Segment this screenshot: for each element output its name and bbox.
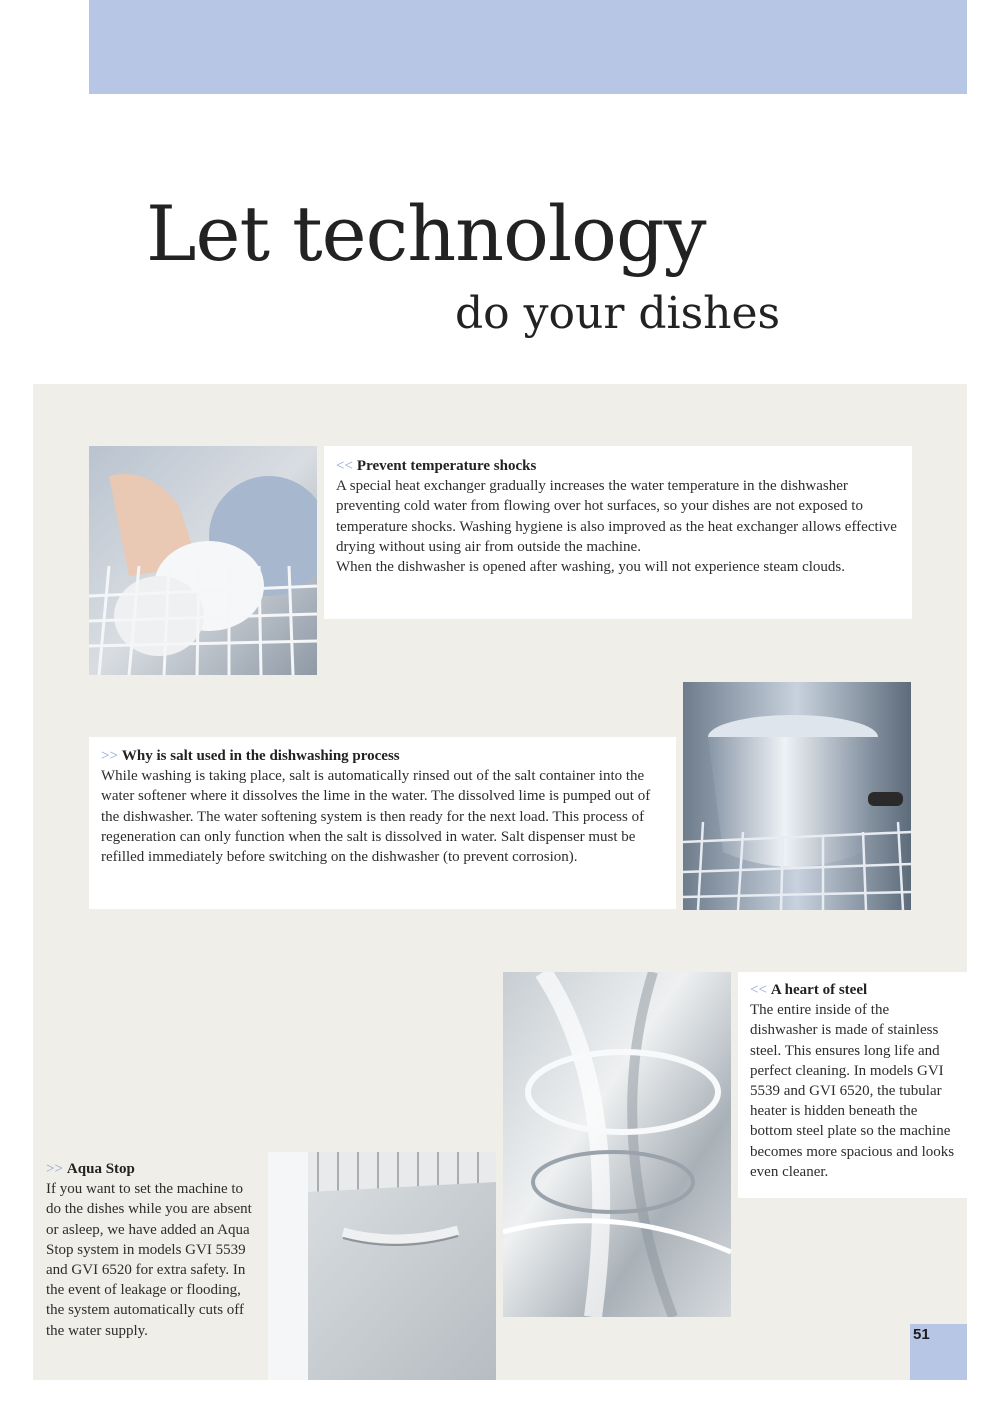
photo-steel-pot xyxy=(683,682,911,910)
section-paragraph: A special heat exchanger gradually increases the water temperature in the dishwasher preventing cold water from flowing over hot surfaces, so your dishes are not exposed to temperature shocks. Washing hygiene is also improved as the heat exchanger allows effective drying without using air from outside the machine. xyxy=(336,478,897,555)
header-color-band xyxy=(89,0,967,94)
section-paragraph: If you want to set the machine to do the dishes while you are absent or asleep, we have added an Aqua Stop system in models GVI 5539 and GVI 6520 for extra safety. In the event of leakage or flooding, the system automatically cuts off the water supply. xyxy=(46,1181,252,1339)
section-prevent-temperature-shocks xyxy=(324,446,912,619)
page-title: Let technology xyxy=(146,189,706,278)
photo-cups-in-rack xyxy=(89,446,317,675)
section-aqua-stop xyxy=(33,1152,260,1380)
section-heart-of-steel xyxy=(738,972,967,1198)
section-heading: << Prevent temperature shocks xyxy=(336,458,537,474)
right-arrows-icon: >> xyxy=(101,748,118,764)
left-arrows-icon: << xyxy=(750,982,767,998)
section-why-salt xyxy=(89,737,676,909)
left-arrows-icon: << xyxy=(336,458,353,474)
photo-glass-closeup xyxy=(503,972,731,1317)
photo-dishwasher-door xyxy=(268,1152,496,1380)
section-heading: >> Aqua Stop xyxy=(46,1161,135,1177)
page-number: 51 xyxy=(910,1324,967,1380)
section-heading: << A heart of steel xyxy=(750,982,868,998)
right-arrows-icon: >> xyxy=(46,1161,63,1177)
section-paragraph: When the dishwasher is opened after washing, you will not experience steam clouds. xyxy=(336,559,846,576)
section-paragraph: While washing is taking place, salt is automatically rinsed out of the salt container into the water softener where it dissolves the lime in the water. The dissolved lime is pumped out of the dishwasher. The water softening system is then ready for the next load. This process of regeneration can only function when the salt is dissolved in water. Salt dispenser must be refilled immediately before switching on the dishwasher (to prevent corrosion). xyxy=(101,768,651,866)
page-subtitle: do your dishes xyxy=(455,288,781,339)
section-heading: >> Why is salt used in the dishwashing process xyxy=(101,748,400,764)
section-paragraph: The entire inside of the dishwasher is made of stainless steel. This ensures long life and perfect cleaning. In models GVI 5539 and GVI 6520, the tubular heater is hidden beneath the bottom steel plate so the machine becomes more spacious and looks even cleaner. xyxy=(750,1002,955,1180)
